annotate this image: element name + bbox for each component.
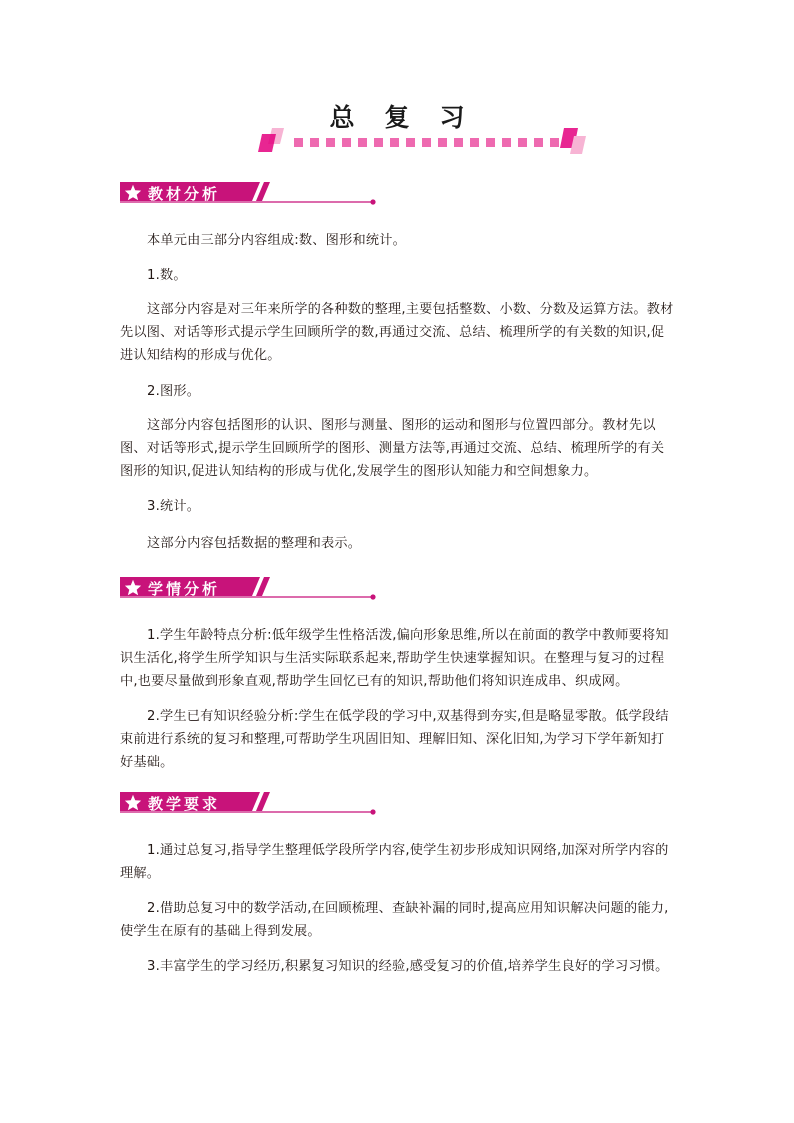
paragraph: 1.数。 bbox=[147, 268, 187, 283]
star-icon bbox=[124, 184, 142, 201]
paragraph: 1.学生年龄特点分析:低年级学生性格活泼,偏向形象思维,所以在前面的教学中教师要将知识生活化,将学生所学知识与生活实际联系起来,帮助学生快速掌握知识。在整理与复习的过程中,也要尽量做到形象直观,帮助学生回忆已有的知识,帮助他们将知识连成串、织成网。 bbox=[120, 628, 669, 689]
section-title: 学情分析 bbox=[148, 580, 221, 598]
paragraph: 本单元由三部分内容组成:数、图形和统计。 bbox=[147, 233, 407, 248]
page-title: 总复习 bbox=[329, 103, 495, 132]
section-title: 教学要求 bbox=[148, 795, 221, 813]
paragraph: 这部分内容包括数据的整理和表示。 bbox=[147, 536, 362, 551]
paragraph: 1.通过总复习,指导学生整理低学段所学内容,使学生初步形成知识网络,加深对所学内容的理解。 bbox=[120, 843, 669, 881]
section-header-teaching-requirements bbox=[120, 790, 378, 820]
paragraph: 3.丰富学生的学习经历,积累复习知识的经验,感受复习的价值,培养学生良好的学习习惯。 bbox=[147, 959, 669, 974]
paragraph: 3.统计。 bbox=[147, 499, 201, 514]
paragraph: 2.学生已有知识经验分析:学生在低学段的学习中,双基得到夯实,但是略显零散。低学段结束前进行系统的复习和整理,可帮助学生巩固旧知、理解旧知、深化旧知,为学习下学年新知打好基础。 bbox=[120, 709, 669, 770]
paragraph: 这部分内容是对三年来所学的各种数的整理,主要包括整数、小数、分数及运算方法。教材先以图、对话等形式提示学生回顾所学的数,再通过交流、总结、梳理所学的有关数的知识,促进认知结构的形成与优化。 bbox=[120, 302, 674, 363]
title-decoration bbox=[258, 124, 588, 156]
paragraph: 这部分内容包括图形的认识、图形与测量、图形的运动和图形与位置四部分。教材先以图、对话等形式,提示学生回顾所学的图形、测量方法等,再通过交流、总结、梳理所学的有关图形的知识,促进认知结构的形成与优化,发展学生的图形认知能力和空间想象力。 bbox=[120, 418, 665, 479]
paragraph: 2.借助总复习中的数学活动,在回顾梳理、查缺补漏的同时,提高应用知识解决问题的能力,使学生在原有的基础上得到发展。 bbox=[120, 901, 669, 939]
star-icon bbox=[124, 794, 142, 811]
paragraph: 2.图形。 bbox=[147, 384, 201, 399]
section-title: 教材分析 bbox=[148, 185, 221, 203]
section-header-textbook-analysis bbox=[120, 180, 378, 210]
star-icon bbox=[124, 579, 142, 596]
section-header-student-analysis bbox=[120, 575, 378, 605]
